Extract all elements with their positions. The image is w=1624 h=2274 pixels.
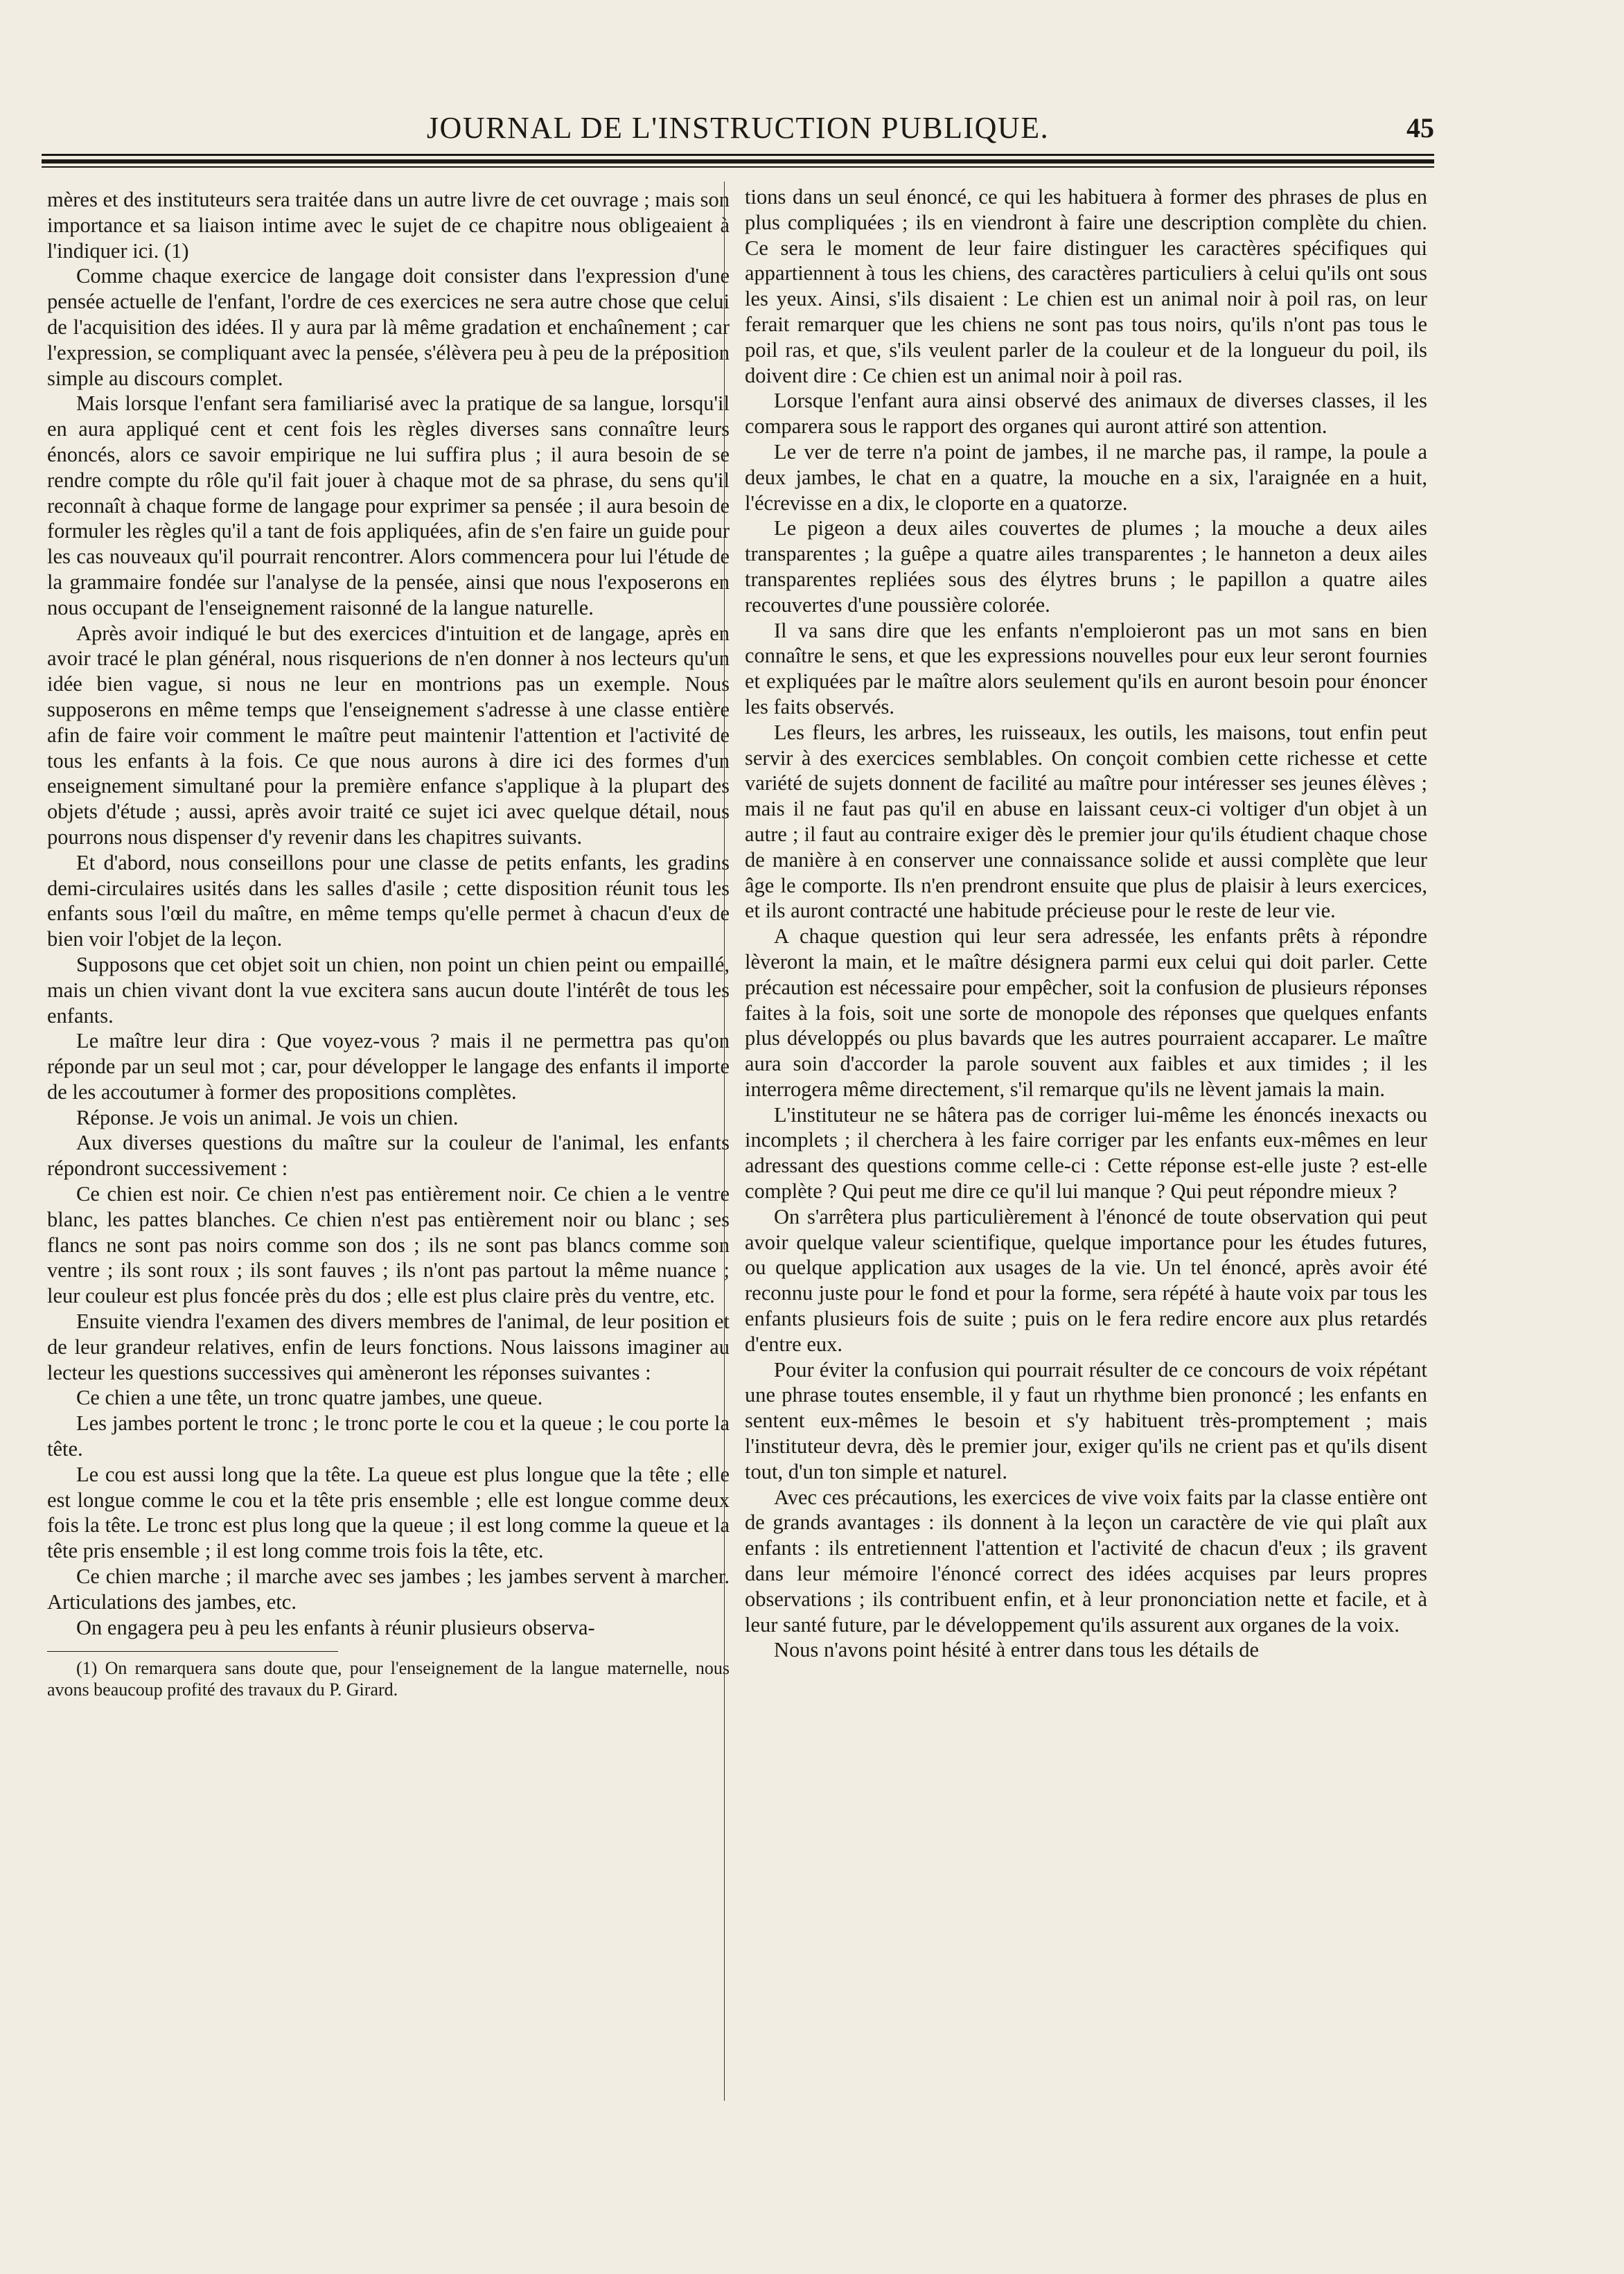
header-rule-top xyxy=(42,154,1434,156)
paragraph: Supposons que cet objet soit un chien, non point un chien peint ou empaillé, mais un chien vivant dont la vue excitera sans aucun doute l'intérêt de tous les enfants. xyxy=(47,952,730,1028)
paragraph: Ce chien marche ; il marche avec ses jambes ; les jambes servent à marcher. Articulations des jambes, etc. xyxy=(47,1565,730,1614)
paragraph: Mais lorsque l'enfant sera familiarisé avec la pratique de sa langue, lorsqu'il en aura appliqué cent et cent fois les règles diverses sans connaître leurs énoncés, alors ce savoir empirique ne lui suffira plus ; il aura besoin de se rendre compte du rôle qu'il fait jouer à chaque mot de sa phrase, du sens qu'il reconnaît à chaque forme de langage pour exprimer sa pensée ; il aura besoin de formuler les règles qu'il a tant de fois appliquées, afin de s'en faire un guide pour les cas nouveaux qu'il pourrait rencontrer. Alors commencera pour lui l'étude de la grammaire fondée sur l'analyse de la pensée, ainsi que nous l'exposerons en nous occupant de l'enseignement raisonné de la langue naturelle. xyxy=(47,391,730,619)
paragraph: On engagera peu à peu les enfants à réunir plusieurs observa- xyxy=(76,1615,595,1639)
left-column xyxy=(47,187,730,1700)
paragraph: Ensuite viendra l'examen des divers membres de l'animal, de leur position et de leur grandeur relatives, enfin de leurs fonctions. Nous laissons imaginer au lecteur les questions successives qui amèneront les réponses suivantes : xyxy=(47,1310,730,1384)
paragraph: Aux diverses questions du maître sur la couleur de l'animal, les enfants répondront successivement : xyxy=(47,1131,730,1181)
paragraph: mères et des instituteurs sera traitée dans un autre livre de cet ouvrage ; mais son importance et sa liaison intime avec le sujet de ce chapitre nous obligeaient à l'indiquer ici. (1) xyxy=(47,188,730,263)
paragraph: Nous n'avons point hésité à entrer dans tous les détails de xyxy=(774,1638,1260,1662)
paragraph: Le cou est aussi long que la tête. La queue est plus longue que la tête ; elle est longue comme le cou et la tête pris ensemble ; elle est longue comme deux fois la tête. Le tronc est plus long que la queue ; il est long comme la queue et la tête pris ensemble ; il est long comme trois fois la tête, etc. xyxy=(47,1462,730,1563)
paragraph: On s'arrêtera plus particulièrement à l'énoncé de toute observation qui peut avoir quelque valeur scientifique, quelque importance pour les études futures, ou quelque application aux usages de la vie. Un tel énoncé, après avoir été reconnu juste pour le fond et pour la forme, sera répété à haute voix par tous les enfants plusieurs fois de suite ; puis on le fera redire encore aux plus retardés d'entre eux. xyxy=(745,1204,1427,1356)
paragraph: Et d'abord, nous conseillons pour une classe de petits enfants, les gradins demi-circulaires usités dans les salles d'asile ; cette disposition réunit tous les enfants sous l'œil du maître, en même temps qu'elle permet à chacun d'eux de bien voir l'objet de la leçon. xyxy=(47,850,730,951)
running-title: JOURNAL DE L'INSTRUCTION PUBLIQUE. xyxy=(426,111,1050,145)
paragraph: Le maître leur dira : Que voyez-vous ? mais il ne permettra pas qu'on réponde par un seul mot ; car, pour développer le langage des enfants il importe de les accoutumer à former des propositions complètes. xyxy=(47,1029,730,1104)
paragraph: Ce chien est noir. Ce chien n'est pas entièrement noir. Ce chien a le ventre blanc, les pattes blanches. Ce chien n'est pas entièrement noir ou blanc ; ses flancs ne sont pas noirs comme son dos ; ils ne sont pas blancs comme son ventre ; ils sont roux ; ils sont fauves ; ils n'ont pas partout la même nuance ; leur couleur est plus foncée près du dos ; elle est plus claire près du ventre, etc. xyxy=(47,1182,730,1308)
footnote-rule xyxy=(47,1651,338,1652)
paragraph: Le ver de terre n'a point de jambes, il ne marche pas, il rampe, la poule a deux jambes, le chat en a quatre, la mouche en a six, l'araignée en a huit, l'écrevisse en a dix, le cloporte en a quatorze. xyxy=(745,439,1427,515)
paragraph: Pour éviter la confusion qui pourrait résulter de ce concours de voix répétant une phrase toutes ensemble, il y faut un rhythme bien prononcé ; les enfants en sentent eux-mêmes le besoin et s'y habituent très-promptement ; mais l'instituteur devra, dès le premier jour, exiger qu'ils ne crient pas et qu'ils disent tout, d'un ton simple et naturel. xyxy=(745,1357,1427,1483)
header-rule-bottom xyxy=(42,166,1434,168)
paragraph: A chaque question qui leur sera adressée, les enfants prêts à répondre lèveront la main, et le maître désignera parmi eux celui qui doit parler. Cette précaution est nécessaire pour empêcher, soit la confusion de plusieurs réponses faites à la fois, soit une sorte de monopole des réponses que quelques enfants plus développés ou plus bavards que les autres pourraient accaparer. Le maître aura soin d'accorder la parole souvent aux faibles et aux timides ; il les interrogera même directement, s'il remarque qu'ils ne lèvent jamais la main. xyxy=(745,924,1427,1101)
paragraph: Lorsque l'enfant aura ainsi observé des animaux de diverses classes, il les comparera sous le rapport des organes qui auront attiré son attention. xyxy=(745,389,1427,439)
paragraph: Il va sans dire que les enfants n'emploieront pas un mot sans en bien connaître le sens, et que les expressions nouvelles pour eux leur seront fournies et expliquées par le maître alors seulement qu'ils en auront besoin pour énoncer les faits observés. xyxy=(745,618,1427,719)
column-divider xyxy=(724,182,725,2101)
paragraph: Après avoir indiqué le but des exercices d'intuition et de langage, après en avoir tracé le plan général, nous risquerions de n'en donner à nos lecteurs qu'un idée bien vague, si nous ne leur en montrions pas un exemple. Nous supposerons en même temps que l'enseignement s'adresse à une classe entière afin de faire voir comment le maître peut maintenir l'attention et l'activité de tous les enfants à la fois. Ce que nous aurons à dire ici des formes d'un enseignement simultané pour la première enfance s'applique à la plupart des objets d'étude ; aussi, après avoir traité ce sujet ici avec quelque détail, nous pourrons nous dispenser d'y revenir dans les chapitres suivants. xyxy=(47,621,730,849)
right-column xyxy=(745,184,1427,1663)
paragraph: Ce chien a une tête, un tronc quatre jambes, une queue. xyxy=(76,1386,543,1410)
page-number: 45 xyxy=(1406,112,1434,143)
paragraph: Avec ces précautions, les exercices de vive voix faits par la classe entière ont de grands avantages : ils donnent à la leçon un caractère de vie qui plaît aux enfants : ils entretiennent l'attention et l'activité de chacun d'eux ; ils gravent dans leur mémoire l'énoncé correct des idées acquises par leurs propres observations ; ils contribuent enfin, et à leur prononciation nette et facile, et à leur santé future, par le développement qu'ils assurent aux organes de la voix. xyxy=(745,1485,1427,1637)
paragraph: Réponse. Je vois un animal. Je vois un chien. xyxy=(76,1105,459,1129)
paragraph: Comme chaque exercice de langage doit consister dans l'expression d'une pensée actuelle de l'enfant, l'ordre de ces exercices ne sera autre chose que celui de l'acquisition des idées. Il y aura par là même gradation et enchaînement ; car l'expression, se compliquant avec la pensée, s'élèvera peu à peu de la préposition simple au discours complet. xyxy=(47,264,730,390)
footnote: (1) On remarquera sans doute que, pour l'enseignement de la langue maternelle, nous avons beaucoup profité des travaux du P. Girard. xyxy=(47,1658,730,1700)
header-rule-thick xyxy=(42,159,1434,164)
paragraph: Les jambes portent le tronc ; le tronc porte le cou et la queue ; le cou porte la tête. xyxy=(47,1411,730,1461)
paragraph: L'instituteur ne se hâtera pas de corriger lui-même les énoncés inexacts ou incomplets ; il cherchera à les faire corriger par les enfants eux-mêmes en leur adressant des questions comme celle-ci : Cette réponse est-elle juste ? est-elle complète ? Qui peut me dire ce qu'il lui manque ? Qui peut répondre mieux ? xyxy=(745,1102,1427,1204)
paragraph: Les fleurs, les arbres, les ruisseaux, les outils, les maisons, tout enfin peut servir à des exercices semblables. On conçoit combien cette richesse et cette variété de sujets donnent de facilité au maître pour intéresser ses jeunes élèves ; mais il ne faut pas qu'il en abuse en laissant ceux-ci voltiger d'un objet à un autre ; il faut au contraire exiger dès le premier jour qu'ils étudient chaque chose de manière à en conserver une connaissance solide et aussi complète que leur âge le comporte. Ils n'en prendront ensuite que plus de plaisir à leurs exercices, et ils auront contracté une habitude précieuse pour le reste de leur vie. xyxy=(745,720,1427,923)
paragraph: Le pigeon a deux ailes couvertes de plumes ; la mouche a deux ailes transparentes ; la guêpe a quatre ailes transparentes ; le hanneton a deux ailes transparentes repliées sous des élytres bruns ; le papillon a quatre ailes recouvertes d'une poussière colorée. xyxy=(745,516,1427,617)
page-header xyxy=(42,107,1434,149)
paragraph: tions dans un seul énoncé, ce qui les habituera à former des phrases de plus en plus compliquées ; ils en viendront à faire une description complète du chien. Ce sera le moment de leur faire distinguer les caractères spécifiques qui appartiennent à tous les chiens, des caractères particuliers à celui qu'ils ont sous les yeux. Ainsi, s'ils disaient : Le chien est un animal noir à poil ras, on leur ferait remarquer que les chiens ne sont pas tous noirs, qu'ils n'ont pas tous le poil ras, et que, s'ils veulent parler de la couleur et de la longueur du poil, ils doivent dire : Ce chien est un animal noir à poil ras. xyxy=(745,185,1427,387)
